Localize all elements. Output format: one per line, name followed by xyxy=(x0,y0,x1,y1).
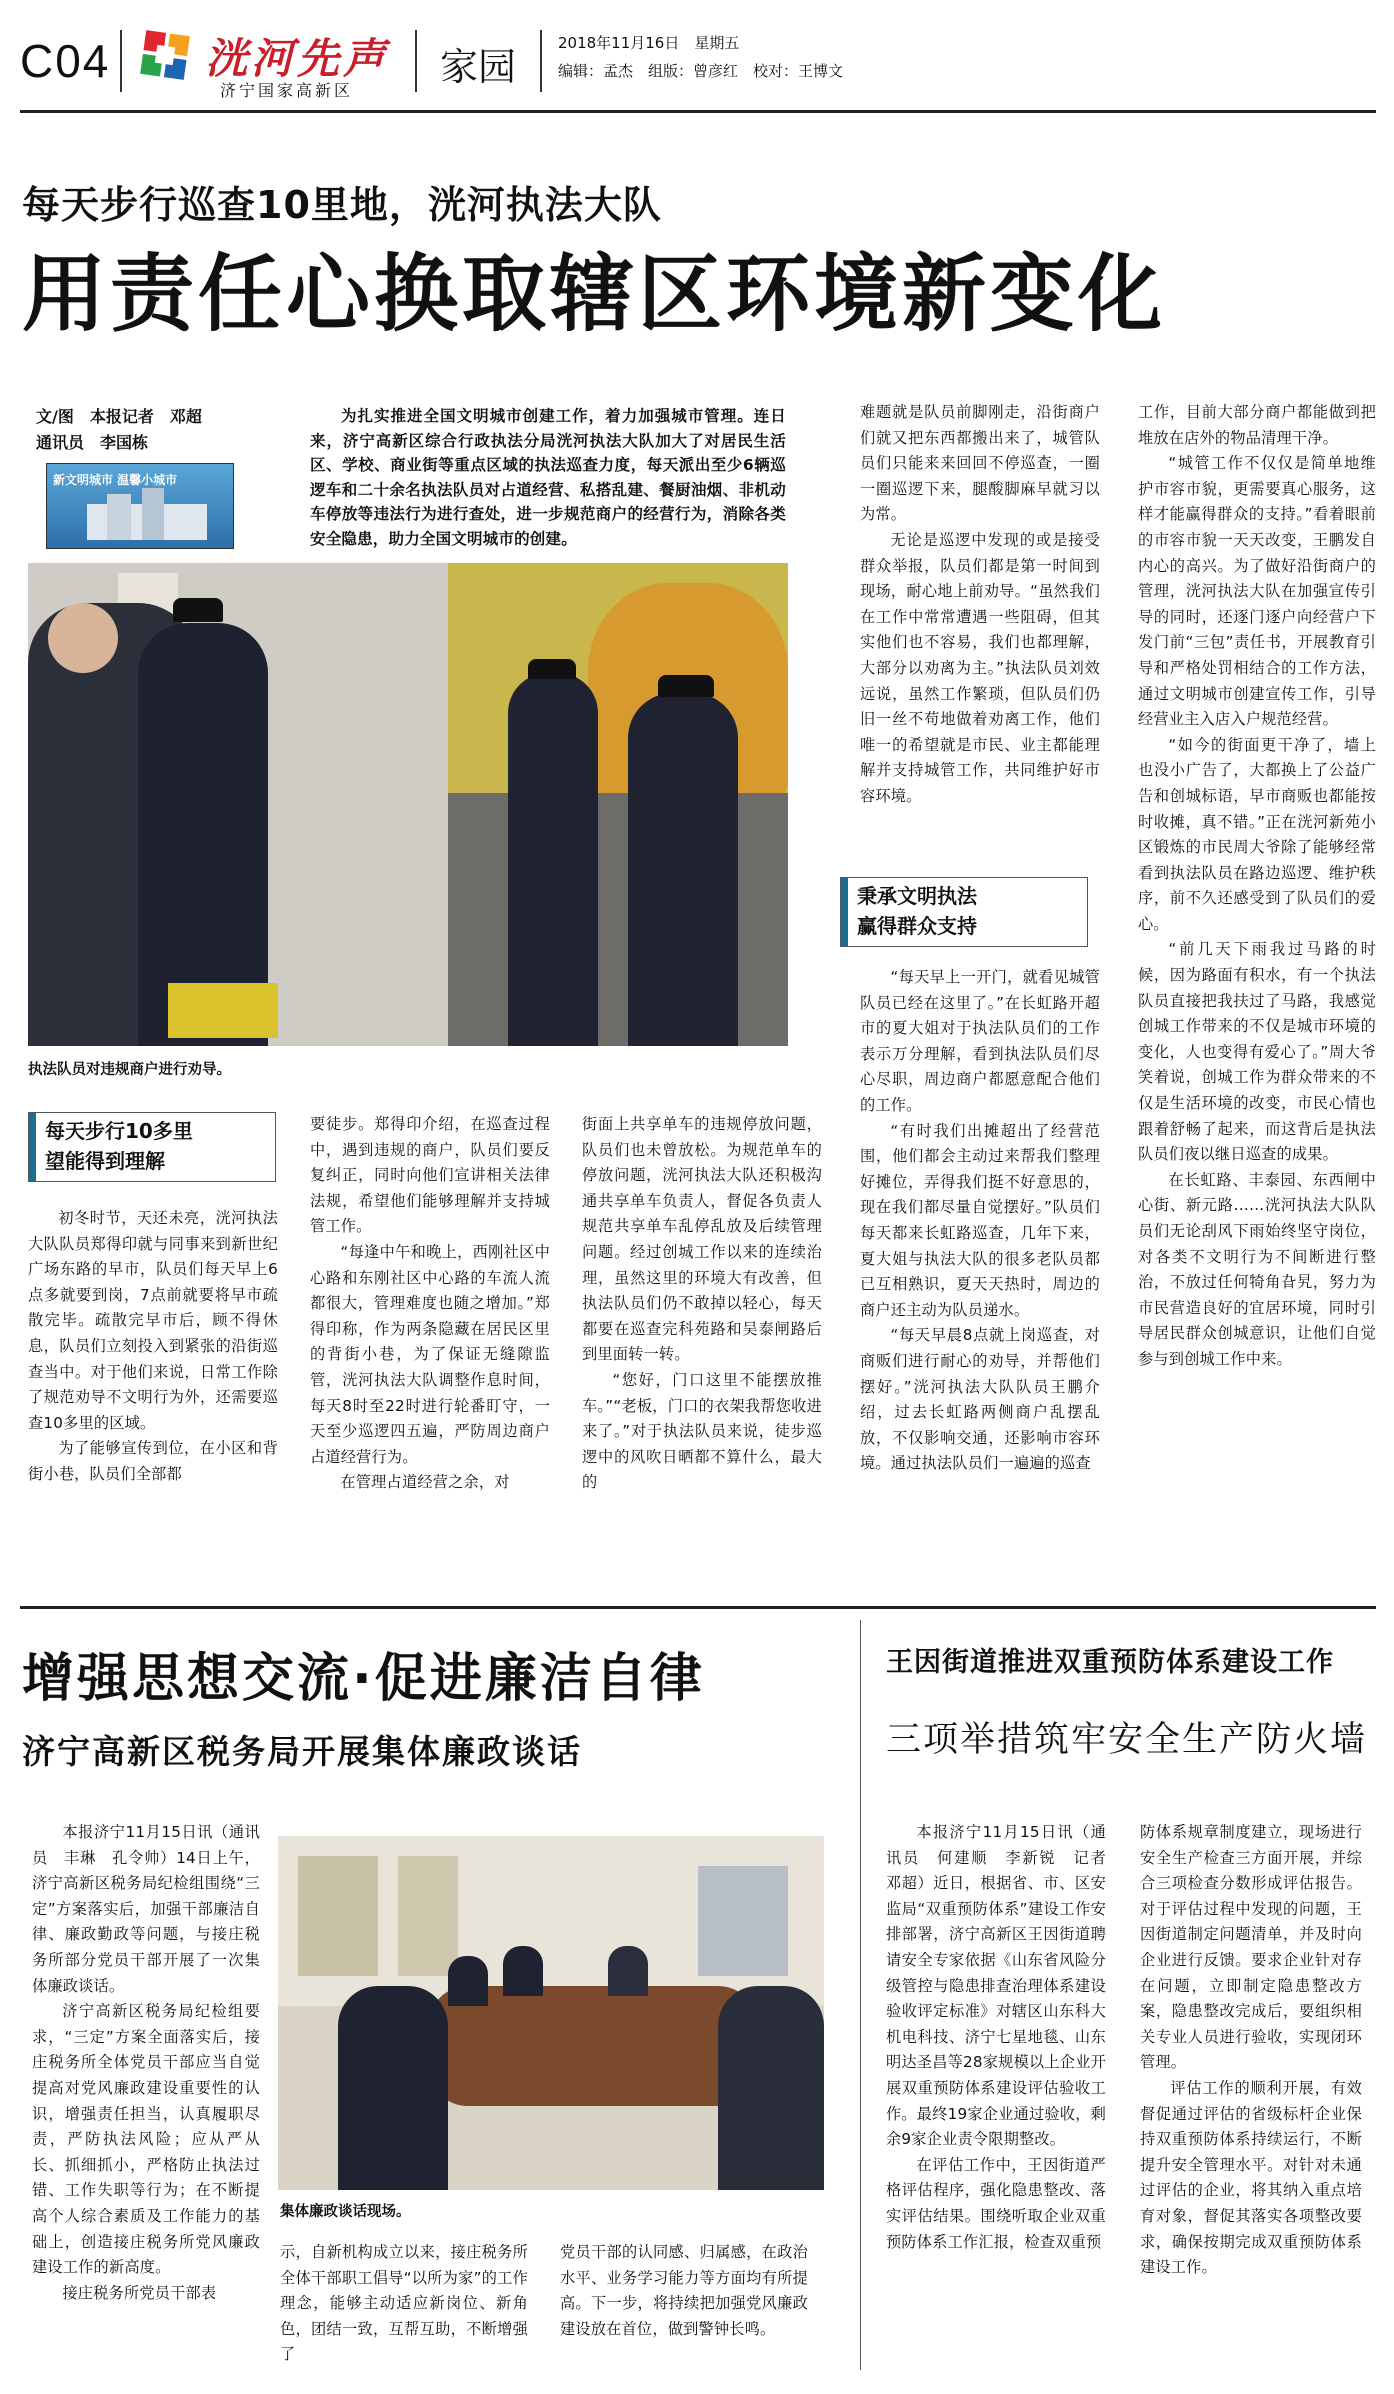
subheading-civilized xyxy=(840,877,1088,947)
paragraph: 党员干部的认同感、归属感，在政治水平、业务学习能力等方面均有所提高。下一步，将持续把加强党风廉政建设放在首位，做到警钟长鸣。 xyxy=(560,2243,808,2338)
photo-caption: 执法队员对违规商户进行劝导。 xyxy=(28,1062,231,1078)
subhead-line1: 每天步行10多里 xyxy=(45,1119,193,1143)
byline-writer: 文/图 本报记者 邓超 xyxy=(36,407,202,426)
article1-column-1 xyxy=(28,1206,278,1488)
paragraph: 评估工作的顺利开展，有效督促通过评估的省级标杆企业保持双重预防体系持续运行，不断提升安全管理水平。对针对未通过评估的企业，将其纳入重点培育对象，督促其落实各项整改要求，确保按期完成双重预防体系建设工作。 xyxy=(1140,2078,1362,2277)
paper-name: 洸河先声 xyxy=(205,34,390,83)
paragraph: “有时我们出摊超出了经营范围，他们都会主动过来帮我们整理好摊位，弄得我们挺不好意思的，现在我们都尽量自觉摆好。”队员们每天都来长虹路巡查，几年下来，夏大姐与执法大队的很多老队员都已互相熟识，夏天天热时，周边的商户还主动为队员递水。 xyxy=(860,1121,1100,1319)
subhead-line2: 望能得到理解 xyxy=(45,1149,165,1173)
page-number: C04 xyxy=(20,35,111,87)
lead-paragraph: 为扎实推进全国文明城市创建工作，着力加强城市管理。连日来，济宁高新区综合行政执法分局洸河执法大队加大了对居民生活区、学校、商业街等重点区域的执法巡查力度，每天派出至少6辆巡逻车和二十余名执法队员对占道经营、私搭乱建、餐厨油烟、非机动车停放等违法行为进行查处，进一步规范商户的经营行为，消除各类安全隐患，助力全国文明城市的创建。 xyxy=(310,407,786,548)
paper-logo-icon xyxy=(140,30,190,80)
meeting-photo-caption: 集体廉政谈话现场。 xyxy=(280,2204,411,2220)
paragraph: 初冬时节，天还未亮，洸河执法大队队员郑得印就与同事来到新世纪广场东路的早市，队员们每天早上6点多就要到岗，7点前就要将早市疏散完毕。疏散完早市后，顾不得休息，队员们立刻投入到紧张的沿街巡查当中。对于他们来说，日常工作除了规范劝导不文明行为外，还需要巡查10多里的区域。 xyxy=(28,1209,278,1432)
civilization-city-logo xyxy=(46,463,234,549)
article3-column-1 xyxy=(886,1820,1122,2255)
paragraph: “如今的街面更干净了，墙上也没小广告了，大都换上了公益广告和创城标语，早市商贩也都能按时收摊，真不错。”正在洸河新苑小区锻炼的市民周大爷除了能够经常看到执法队员在路边巡逻、维护秩序，前不久还感受到了队员们的爱心。 xyxy=(1138,735,1376,933)
article2-subhead: 济宁高新区税务局开展集体廉政谈话 xyxy=(22,1732,582,1771)
article3-headline: 王因街道推进双重预防体系建设工作 xyxy=(886,1647,1334,1678)
article1-kicker: 每天步行巡查10里地，洸河执法大队 xyxy=(22,183,662,227)
article3-column-2 xyxy=(1140,1820,1362,2281)
paragraph: 示，自新机构成立以来，接庄税务所全体干部职工倡导“以所为家”的工作理念，能够主动适应新岗位、新角色，团结一致，互帮互助，不断增强了 xyxy=(280,2243,528,2364)
article3-subhead: 三项举措筑牢安全生产防火墙 xyxy=(886,1720,1368,1760)
date-text: 2018年11月16日 xyxy=(558,34,680,52)
paragraph: 接庄税务所党员干部表 xyxy=(62,2283,217,2302)
paragraph: 济宁高新区税务局纪检组要求，“三定”方案全面落实后，接庄税务所全体党员干部应当自觉提高对党风廉政建设重要性的认识，增强责任担当，认真履职尽责，严防执法风险；应从严从长、抓细抓小，严格防止执法过错、工作失职等行为；在不断提高个人综合素质及工作能力的基础上，创造接庄税务所党风廉政建设工作的新高度。 xyxy=(32,2002,260,2277)
paragraph: 工作，目前大部分商户都能做到把堆放在店外的物品清理干净。 xyxy=(1138,403,1376,447)
weekday-text: 星期五 xyxy=(694,34,740,52)
paragraph: 无论是巡逻中发现的或是接受群众举报，队员们都是第一时间到现场，耐心地上前劝导。“虽然我们在工作中常常遭遇一些阻碍，但其实他们也不容易，我们也都理解，大部分以劝离为主。”执法队员刘效远说，虽然工作繁琐，但队员们仍旧一丝不苟地做着劝离工作，他们唯一的希望就是市民、业主都能理解并支持城管工作，共同维护好市容环境。 xyxy=(860,530,1100,805)
article2-column-3 xyxy=(560,2240,808,2342)
article2-headline: 增强思想交流·促进廉洁自律 xyxy=(22,1649,705,1709)
section-divider xyxy=(20,1606,1376,1609)
article1-column-2 xyxy=(310,1112,550,1496)
editor-credits: 编辑：孟杰 组版：曾彦红 校对：王博文 xyxy=(558,62,844,80)
enforcement-photo xyxy=(28,563,788,1046)
paragraph: “城管工作不仅仅是简单地维护市容市貌，更需要真心服务，这样才能赢得群众的支持。”看着眼前的市容市貌一天天改变，王鹏发自内心的高兴。为了做好沿街商户的管理，洸河执法大队在加强宣传引导的同时，还逐门逐户向经营户下发门前“三包”责任书，开展教育引导和严格处罚相结合的工作方法，通过文明城市创建宣传工作，引导经营业主入店入户规范经营。 xyxy=(1138,454,1376,729)
paragraph: “每天早上一开门，就看见城管队员已经在这里了。”在长虹路开超市的夏大姐对于执法队员们的工作表示万分理解，看到执法队员们尽心尽职，周边商户都愿意配合他们的工作。 xyxy=(860,968,1100,1114)
subhead-accent-bar xyxy=(29,1113,36,1181)
logo-text: 新文明城市 温馨小城市 xyxy=(53,473,178,487)
paragraph: 难题就是队员前脚刚走，沿街商户们就又把东西都搬出来了，城管队员们只能来来回回不停巡查，一圈一圈巡逻下来，腿酸脚麻早就习以为常。 xyxy=(860,403,1100,524)
paragraph: 防体系规章制度建立，现场进行安全生产检查三方面开展，并综合三项检查分数形成评估报告。对于评估过程中发现的问题，王因街道制定问题清单，并及时向企业进行反馈。要求企业针对存在问题，立即制定隐患整改方案，隐患整改完成后，要组织相关专业人员进行验收，实现闭环管理。 xyxy=(1140,1823,1362,2072)
paragraph: 本报济宁11月15日讯（通讯员 何建顺 李新锐 记者 邓超）近日，根据省、市、区安监局“双重预防体系”建设工作安排部署，济宁高新区王因街道聘请安全专家依据《山东省风险分级管控与隐患排查治理体系建设验收评定标准》对辖区山东科大机电科技、济宁七星地毯、山东明达圣昌等28家规模以上企业开展双重预防体系建设评估验收工作。最终19家企业通过验收，剩余9家企业责令限期整改。 xyxy=(886,1823,1122,2149)
meeting-photo xyxy=(278,1836,824,2190)
paragraph: “前几天下雨我过马路的时候，因为路面有积水，有一个执法队员直接把我扶过了马路，我感觉创城工作带来的不仅是城市环境的变化，人也变得有爱心了。”周大爷笑着说，创城工作为群众带来的不仅是生活环境的改变，市民心情也跟着舒畅了起来，而这背后是执法队员们夜以继日巡查的成果。 xyxy=(1138,940,1376,1164)
subheading-walk xyxy=(28,1112,276,1182)
subhead-line1: 秉承文明执法 xyxy=(857,884,977,908)
paragraph: 本报济宁11月15日讯（通讯员 丰琳 孔令帅）14日上午，济宁高新区税务局纪检组围绕“三定”方案落实后，加强干部廉洁自律、廉政勤政等问题，与接庄税务所部分党员干部开展了一次集体廉政谈话。 xyxy=(32,1823,260,1995)
article1-column-5 xyxy=(1138,400,1376,1373)
byline-correspondent: 通讯员 李国栋 xyxy=(36,433,149,452)
paragraph: 在评估工作中，王因街道严格评估程序，强化隐患整改、落实评估结果。围绕听取企业双重预防体系工作汇报，检查双重预 xyxy=(886,2155,1106,2251)
subhead-line2: 赢得群众支持 xyxy=(857,914,977,938)
article2-column-1 xyxy=(32,1820,260,2306)
paragraph: 在长虹路、丰泰园、东西闸中心街、新元路……洸河执法大队队员们无论刮风下雨始终坚守岗位，对各类不文明行为不间断进行整治，不放过任何犄角旮旯，努力为市民营造良好的宜居环境，同时引导居民群众创城意识，让他们自觉参与到创城工作中来。 xyxy=(1138,1170,1376,1368)
paragraph: “每天早晨8点就上岗巡查，对商贩们进行耐心的劝导，并帮他们摆好。”洸河执法大队队员王鹏介绍，过去长虹路两侧商户乱摆乱放，不仅影响交通，还影响市容环境。通过执法队员们一遍遍的巡查 xyxy=(860,1326,1100,1473)
article1-column-4 xyxy=(860,400,1100,810)
article1-lead xyxy=(310,404,786,551)
paper-subtitle: 济宁国家高新区 xyxy=(220,81,354,100)
article2-column-2 xyxy=(280,2240,528,2368)
article1-byline xyxy=(36,404,202,456)
section-name: 家园 xyxy=(440,45,517,89)
paragraph: “您好，门口这里不能摆放推车。”“老板，门口的衣架我帮您收进来了。”对于执法队员来说，徒步巡逻中的风吹日晒都不算什么，最大的 xyxy=(582,1370,822,1492)
paragraph: “每逢中午和晚上，西刚社区中心路和东刚社区中心路的车流人流都很大，管理难度也随之增加。”郑得印称，作为两条隐藏在居民区里的背街小巷，为了保证无缝隙监管，洸河执法大队调整作息时间，每天8时至22时进行轮番盯守，一天至少巡逻四五遍，严防周边商户占道经营行为。 xyxy=(310,1242,550,1466)
issue-date xyxy=(558,32,739,53)
article1-column-3 xyxy=(582,1112,822,1496)
subhead-accent-bar xyxy=(841,878,848,946)
paragraph: 要徒步。郑得印介绍，在巡查过程中，遇到违规的商户，队员们要反复纠正，同时向他们宣讲相关法律法规，希望他们能够理解并支持城管工作。 xyxy=(310,1115,550,1236)
article1-column-4b xyxy=(860,965,1100,1477)
article1-headline: 用责任心换取辖区环境新变化 xyxy=(22,245,1167,343)
paragraph: 在管理占道经营之余，对 xyxy=(340,1473,510,1492)
paragraph: 街面上共享单车的违规停放问题，队员们也未曾放松。为规范单车的停放问题，洸河执法大队还积极沟通共享单车负责人，督促各负责人规范共享单车乱停乱放及后续管理问题。经过创城工作以来的连续治理，虽然这里的环境大有改善，但执法队员们仍不敢掉以轻心，每天都要在巡查完科苑路和吴泰闸路后到里面转一转。 xyxy=(582,1115,822,1364)
paragraph: 为了能够宣传到位，在小区和背街小巷，队员们全部都 xyxy=(28,1439,278,1483)
